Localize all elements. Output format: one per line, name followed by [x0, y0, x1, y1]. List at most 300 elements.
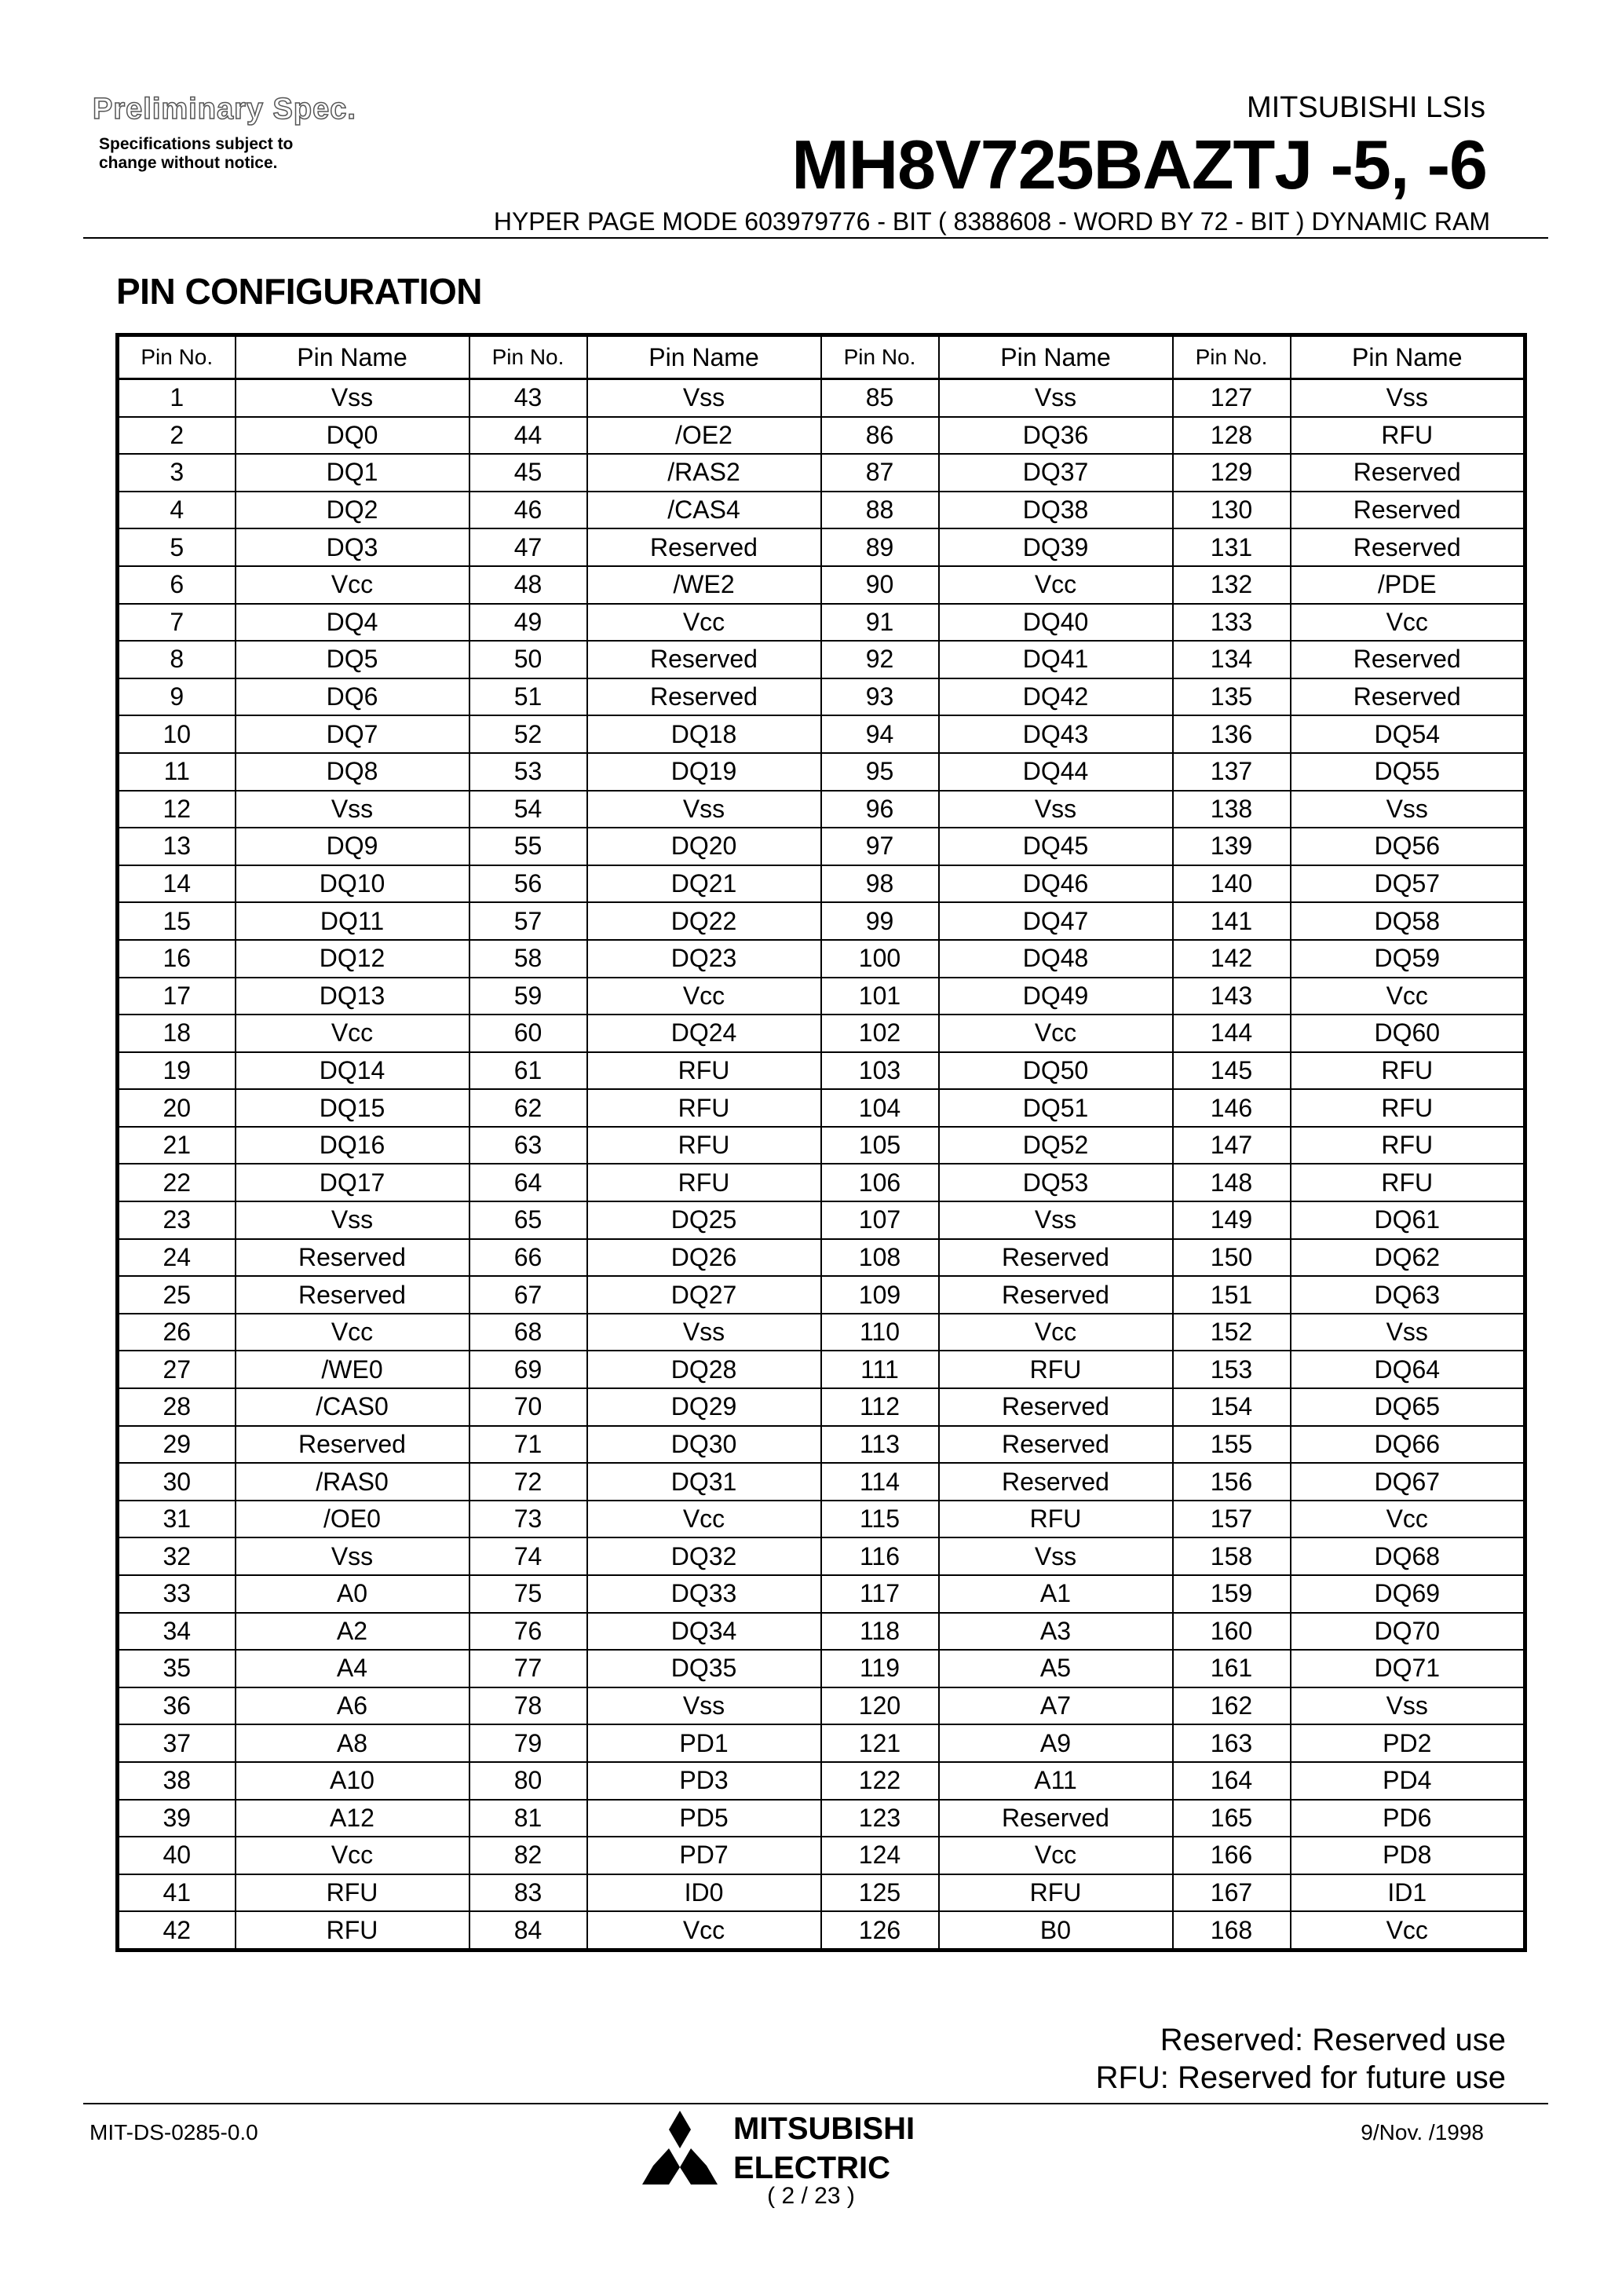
pin-name-cell: DQ6 [236, 678, 469, 716]
table-row [118, 1052, 1525, 1090]
pin-name-cell: DQ48 [939, 940, 1173, 978]
pin-number-cell: 11 [118, 753, 236, 791]
pin-number-cell: 12 [118, 791, 236, 828]
pin-number-cell: 58 [469, 940, 587, 978]
pin-name-cell: DQ71 [1291, 1650, 1525, 1687]
pin-number-cell: 22 [118, 1164, 236, 1201]
pin-name-cell: DQ11 [236, 902, 469, 940]
pin-number-cell: 166 [1173, 1837, 1291, 1874]
column-header-pin-name: Pin Name [236, 335, 469, 379]
table-row [118, 1800, 1525, 1837]
table-row [118, 492, 1525, 529]
pin-number-cell: 75 [469, 1575, 587, 1613]
pin-number-cell: 25 [118, 1276, 236, 1314]
document-id: MIT-DS-0285-0.0 [90, 2120, 258, 2144]
pin-name-cell: DQ53 [939, 1164, 1173, 1201]
pin-name-cell: /OE2 [587, 417, 821, 455]
page-number: ( 2 / 23 ) [767, 2183, 855, 2209]
pin-number-cell: 31 [118, 1501, 236, 1538]
pin-name-cell: RFU [939, 1351, 1173, 1388]
pin-number-cell: 165 [1173, 1800, 1291, 1837]
pin-number-cell: 143 [1173, 978, 1291, 1015]
pin-name-cell: RFU [1291, 1052, 1525, 1090]
pin-number-cell: 153 [1173, 1351, 1291, 1388]
pin-name-cell: PD6 [1291, 1800, 1525, 1837]
pin-number-cell: 19 [118, 1052, 236, 1090]
pin-number-cell: 20 [118, 1089, 236, 1127]
pin-number-cell: 131 [1173, 528, 1291, 566]
pin-name-cell: A5 [939, 1650, 1173, 1687]
pin-number-cell: 115 [821, 1501, 939, 1538]
pin-name-cell: DQ50 [939, 1052, 1173, 1090]
pin-number-cell: 23 [118, 1201, 236, 1239]
pin-name-cell: /CAS4 [587, 492, 821, 529]
pin-name-cell: DQ37 [939, 454, 1173, 492]
pin-name-cell: Vss [939, 379, 1173, 417]
pin-number-cell: 72 [469, 1463, 587, 1501]
pin-number-cell: 149 [1173, 1201, 1291, 1239]
logo-line-2: ELECTRIC [733, 2151, 890, 2185]
legend-reserved: Reserved: Reserved use [1160, 2023, 1506, 2057]
pin-number-cell: 35 [118, 1650, 236, 1687]
pin-name-cell: Vcc [587, 604, 821, 642]
pin-number-cell: 81 [469, 1800, 587, 1837]
table-row [118, 940, 1525, 978]
pin-number-cell: 139 [1173, 828, 1291, 865]
table-row [118, 1164, 1525, 1201]
pin-number-cell: 17 [118, 978, 236, 1015]
pin-number-cell: 124 [821, 1837, 939, 1874]
pin-number-cell: 88 [821, 492, 939, 529]
pin-name-cell: DQ59 [1291, 940, 1525, 978]
pin-number-cell: 39 [118, 1800, 236, 1837]
pin-name-cell: DQ60 [1291, 1015, 1525, 1052]
pin-name-cell: A3 [939, 1613, 1173, 1651]
pin-number-cell: 127 [1173, 379, 1291, 417]
pin-number-cell: 26 [118, 1314, 236, 1351]
pin-name-cell: PD3 [587, 1762, 821, 1800]
pin-name-cell: Vcc [939, 1015, 1173, 1052]
pin-name-cell: DQ21 [587, 865, 821, 903]
pin-name-cell: Reserved [587, 678, 821, 716]
table-row [118, 1911, 1525, 1950]
pin-number-cell: 37 [118, 1724, 236, 1762]
pin-number-cell: 18 [118, 1015, 236, 1052]
table-row [118, 1314, 1525, 1351]
pin-name-cell: DQ8 [236, 753, 469, 791]
footer-divider [83, 2103, 1548, 2104]
pin-number-cell: 42 [118, 1911, 236, 1950]
pin-number-cell: 40 [118, 1837, 236, 1874]
table-row [118, 1426, 1525, 1464]
pin-name-cell: Vss [939, 1201, 1173, 1239]
pin-number-cell: 164 [1173, 1762, 1291, 1800]
pin-name-cell: Vss [236, 791, 469, 828]
pin-number-cell: 63 [469, 1127, 587, 1164]
pin-name-cell: DQ43 [939, 715, 1173, 753]
table-row [118, 1089, 1525, 1127]
table-row [118, 1762, 1525, 1800]
pin-number-cell: 96 [821, 791, 939, 828]
pin-number-cell: 145 [1173, 1052, 1291, 1090]
pin-name-cell: DQ23 [587, 940, 821, 978]
pin-number-cell: 100 [821, 940, 939, 978]
pin-name-cell: DQ62 [1291, 1239, 1525, 1277]
pin-number-cell: 93 [821, 678, 939, 716]
pin-number-cell: 114 [821, 1463, 939, 1501]
pin-name-cell: Vss [587, 1687, 821, 1725]
pin-number-cell: 64 [469, 1164, 587, 1201]
pin-number-cell: 68 [469, 1314, 587, 1351]
pin-name-cell: Vcc [236, 1837, 469, 1874]
pin-number-cell: 119 [821, 1650, 939, 1687]
pin-name-cell: DQ10 [236, 865, 469, 903]
pin-number-cell: 71 [469, 1426, 587, 1464]
pin-number-cell: 47 [469, 528, 587, 566]
pin-number-cell: 49 [469, 604, 587, 642]
table-row [118, 1388, 1525, 1426]
pin-number-cell: 13 [118, 828, 236, 865]
pin-name-cell: DQ24 [587, 1015, 821, 1052]
table-header-row [118, 335, 1525, 379]
table-row [118, 454, 1525, 492]
pin-number-cell: 50 [469, 641, 587, 678]
pin-name-cell: Vcc [587, 1911, 821, 1950]
pin-number-cell: 133 [1173, 604, 1291, 642]
table-row [118, 1650, 1525, 1687]
pin-name-cell: DQ55 [1291, 753, 1525, 791]
pin-name-cell: /WE0 [236, 1351, 469, 1388]
table-row [118, 1537, 1525, 1575]
pin-number-cell: 16 [118, 940, 236, 978]
pin-number-cell: 10 [118, 715, 236, 753]
model-title: MH8V725BAZTJ -5, -6 [791, 126, 1487, 203]
pin-name-cell: Reserved [1291, 641, 1525, 678]
pin-table-body [118, 379, 1525, 1951]
pin-number-cell: 146 [1173, 1089, 1291, 1127]
pin-number-cell: 118 [821, 1613, 939, 1651]
pin-configuration-table [115, 333, 1527, 1952]
pin-name-cell: DQ51 [939, 1089, 1173, 1127]
pin-number-cell: 123 [821, 1800, 939, 1837]
pin-number-cell: 136 [1173, 715, 1291, 753]
pin-name-cell: Reserved [236, 1426, 469, 1464]
pin-number-cell: 137 [1173, 753, 1291, 791]
pin-number-cell: 89 [821, 528, 939, 566]
pin-number-cell: 46 [469, 492, 587, 529]
pin-name-cell: RFU [587, 1089, 821, 1127]
pin-name-cell: Reserved [587, 641, 821, 678]
pin-name-cell: DQ5 [236, 641, 469, 678]
pin-number-cell: 28 [118, 1388, 236, 1426]
pin-number-cell: 98 [821, 865, 939, 903]
table-row [118, 1575, 1525, 1613]
pin-name-cell: DQ46 [939, 865, 1173, 903]
pin-number-cell: 61 [469, 1052, 587, 1090]
pin-number-cell: 116 [821, 1537, 939, 1575]
pin-number-cell: 79 [469, 1724, 587, 1762]
pin-name-cell: DQ19 [587, 753, 821, 791]
pin-number-cell: 134 [1173, 641, 1291, 678]
table-row [118, 566, 1525, 604]
pin-name-cell: PD5 [587, 1800, 821, 1837]
pin-name-cell: DQ39 [939, 528, 1173, 566]
pin-name-cell: Vcc [939, 566, 1173, 604]
pin-number-cell: 120 [821, 1687, 939, 1725]
pin-number-cell: 158 [1173, 1537, 1291, 1575]
three-diamonds-logo-icon [642, 2111, 718, 2184]
pin-number-cell: 105 [821, 1127, 939, 1164]
pin-number-cell: 168 [1173, 1911, 1291, 1950]
pin-number-cell: 117 [821, 1575, 939, 1613]
pin-name-cell: RFU [587, 1127, 821, 1164]
table-row [118, 641, 1525, 678]
pin-name-cell: A0 [236, 1575, 469, 1613]
brand-label: MITSUBISHI LSIs [1246, 91, 1485, 124]
pin-number-cell: 132 [1173, 566, 1291, 604]
pin-number-cell: 102 [821, 1015, 939, 1052]
pin-name-cell: DQ45 [939, 828, 1173, 865]
pin-name-cell: DQ41 [939, 641, 1173, 678]
pin-name-cell: Vss [1291, 791, 1525, 828]
pin-number-cell: 15 [118, 902, 236, 940]
pin-number-cell: 107 [821, 1201, 939, 1239]
pin-number-cell: 48 [469, 566, 587, 604]
pin-number-cell: 142 [1173, 940, 1291, 978]
pin-name-cell: DQ3 [236, 528, 469, 566]
pin-number-cell: 155 [1173, 1426, 1291, 1464]
pin-name-cell: DQ65 [1291, 1388, 1525, 1426]
pin-name-cell: Reserved [939, 1800, 1173, 1837]
pin-number-cell: 104 [821, 1089, 939, 1127]
pin-name-cell: ID0 [587, 1874, 821, 1912]
pin-number-cell: 29 [118, 1426, 236, 1464]
product-subtitle: HYPER PAGE MODE 603979776 - BIT ( 8388608 - WORD BY 72 - BIT ) DYNAMIC RAM [493, 207, 1490, 236]
pin-number-cell: 110 [821, 1314, 939, 1351]
pin-name-cell: RFU [236, 1911, 469, 1950]
pin-name-cell: PD2 [1291, 1724, 1525, 1762]
pin-number-cell: 54 [469, 791, 587, 828]
table-row [118, 753, 1525, 791]
spec-notice [99, 135, 293, 173]
pin-name-cell: DQ27 [587, 1276, 821, 1314]
table-row [118, 791, 1525, 828]
pin-name-cell: DQ67 [1291, 1463, 1525, 1501]
pin-number-cell: 9 [118, 678, 236, 716]
pin-number-cell: 90 [821, 566, 939, 604]
pin-number-cell: 6 [118, 566, 236, 604]
pin-name-cell: Reserved [1291, 492, 1525, 529]
pin-number-cell: 92 [821, 641, 939, 678]
pin-name-cell: Reserved [939, 1426, 1173, 1464]
pin-name-cell: DQ30 [587, 1426, 821, 1464]
pin-name-cell: /WE2 [587, 566, 821, 604]
pin-name-cell: DQ0 [236, 417, 469, 455]
pin-number-cell: 140 [1173, 865, 1291, 903]
pin-name-cell: DQ25 [587, 1201, 821, 1239]
pin-name-cell: Vcc [236, 1015, 469, 1052]
table-row [118, 1201, 1525, 1239]
pin-number-cell: 95 [821, 753, 939, 791]
column-header-pin-name: Pin Name [939, 335, 1173, 379]
pin-name-cell: DQ61 [1291, 1201, 1525, 1239]
pin-name-cell: Vcc [236, 1314, 469, 1351]
table-row [118, 1463, 1525, 1501]
pin-number-cell: 94 [821, 715, 939, 753]
company-logo-text [733, 2109, 915, 2188]
column-header-pin-no: Pin No. [1173, 335, 1291, 379]
pin-name-cell: DQ9 [236, 828, 469, 865]
pin-name-cell: DQ20 [587, 828, 821, 865]
pin-name-cell: /RAS0 [236, 1463, 469, 1501]
pin-name-cell: A12 [236, 1800, 469, 1837]
table-row [118, 1501, 1525, 1538]
pin-name-cell: Reserved [236, 1239, 469, 1277]
pin-number-cell: 43 [469, 379, 587, 417]
table-row [118, 1874, 1525, 1912]
pin-name-cell: DQ69 [1291, 1575, 1525, 1613]
column-header-pin-no: Pin No. [469, 335, 587, 379]
pin-number-cell: 36 [118, 1687, 236, 1725]
pin-name-cell: A8 [236, 1724, 469, 1762]
pin-name-cell: Reserved [939, 1463, 1173, 1501]
table-row [118, 1239, 1525, 1277]
pin-number-cell: 85 [821, 379, 939, 417]
pin-name-cell: Vcc [236, 566, 469, 604]
pin-name-cell: A6 [236, 1687, 469, 1725]
pin-number-cell: 73 [469, 1501, 587, 1538]
pin-name-cell: Vss [236, 379, 469, 417]
pin-name-cell: Reserved [1291, 528, 1525, 566]
table-row [118, 715, 1525, 753]
pin-name-cell: DQ47 [939, 902, 1173, 940]
pin-number-cell: 144 [1173, 1015, 1291, 1052]
pin-number-cell: 65 [469, 1201, 587, 1239]
pin-number-cell: 150 [1173, 1239, 1291, 1277]
pin-number-cell: 27 [118, 1351, 236, 1388]
pin-number-cell: 21 [118, 1127, 236, 1164]
pin-number-cell: 14 [118, 865, 236, 903]
pin-number-cell: 84 [469, 1911, 587, 1950]
pin-name-cell: Reserved [236, 1276, 469, 1314]
column-header-pin-name: Pin Name [1291, 335, 1525, 379]
pin-name-cell: A4 [236, 1650, 469, 1687]
pin-number-cell: 160 [1173, 1613, 1291, 1651]
pin-number-cell: 82 [469, 1837, 587, 1874]
pin-name-cell: DQ66 [1291, 1426, 1525, 1464]
pin-name-cell: /RAS2 [587, 454, 821, 492]
table-row [118, 1276, 1525, 1314]
pin-number-cell: 135 [1173, 678, 1291, 716]
pin-number-cell: 147 [1173, 1127, 1291, 1164]
document-date: 9/Nov. /1998 [1361, 2120, 1484, 2144]
pin-name-cell: Vss [587, 1314, 821, 1351]
pin-name-cell: RFU [939, 1501, 1173, 1538]
pin-name-cell: DQ1 [236, 454, 469, 492]
pin-number-cell: 55 [469, 828, 587, 865]
table-row [118, 1613, 1525, 1651]
pin-number-cell: 113 [821, 1426, 939, 1464]
table-row [118, 528, 1525, 566]
pin-number-cell: 151 [1173, 1276, 1291, 1314]
pin-name-cell: B0 [939, 1911, 1173, 1950]
pin-name-cell: /OE0 [236, 1501, 469, 1538]
pin-number-cell: 99 [821, 902, 939, 940]
pin-name-cell: RFU [1291, 1164, 1525, 1201]
pin-name-cell: Reserved [939, 1276, 1173, 1314]
pin-number-cell: 111 [821, 1351, 939, 1388]
pin-name-cell: RFU [236, 1874, 469, 1912]
table-row [118, 978, 1525, 1015]
table-row [118, 828, 1525, 865]
pin-name-cell: DQ44 [939, 753, 1173, 791]
pin-name-cell: DQ52 [939, 1127, 1173, 1164]
pin-name-cell: /PDE [1291, 566, 1525, 604]
pin-name-cell: DQ38 [939, 492, 1173, 529]
pin-number-cell: 108 [821, 1239, 939, 1277]
pin-name-cell: DQ32 [587, 1537, 821, 1575]
pin-name-cell: RFU [587, 1164, 821, 1201]
pin-name-cell: DQ4 [236, 604, 469, 642]
pin-number-cell: 122 [821, 1762, 939, 1800]
pin-number-cell: 130 [1173, 492, 1291, 529]
pin-number-cell: 3 [118, 454, 236, 492]
table-row [118, 379, 1525, 417]
pin-number-cell: 59 [469, 978, 587, 1015]
table-row [118, 1724, 1525, 1762]
pin-name-cell: A2 [236, 1613, 469, 1651]
pin-number-cell: 83 [469, 1874, 587, 1912]
pin-number-cell: 129 [1173, 454, 1291, 492]
table-row [118, 902, 1525, 940]
pin-number-cell: 41 [118, 1874, 236, 1912]
pin-name-cell: A1 [939, 1575, 1173, 1613]
pin-name-cell: RFU [1291, 1089, 1525, 1127]
pin-name-cell: DQ7 [236, 715, 469, 753]
pin-name-cell: DQ36 [939, 417, 1173, 455]
pin-name-cell: DQ31 [587, 1463, 821, 1501]
pin-number-cell: 138 [1173, 791, 1291, 828]
pin-name-cell: PD8 [1291, 1837, 1525, 1874]
pin-number-cell: 97 [821, 828, 939, 865]
table-row [118, 1127, 1525, 1164]
pin-name-cell: DQ13 [236, 978, 469, 1015]
pin-name-cell: RFU [1291, 417, 1525, 455]
pin-name-cell: Reserved [587, 528, 821, 566]
pin-name-cell: Vss [236, 1201, 469, 1239]
pin-name-cell: DQ15 [236, 1089, 469, 1127]
pin-number-cell: 87 [821, 454, 939, 492]
pin-number-cell: 152 [1173, 1314, 1291, 1351]
column-header-pin-name: Pin Name [587, 335, 821, 379]
pin-name-cell: DQ17 [236, 1164, 469, 1201]
pin-name-cell: PD4 [1291, 1762, 1525, 1800]
pin-number-cell: 66 [469, 1239, 587, 1277]
pin-number-cell: 112 [821, 1388, 939, 1426]
pin-number-cell: 163 [1173, 1724, 1291, 1762]
pin-name-cell: RFU [939, 1874, 1173, 1912]
pin-number-cell: 162 [1173, 1687, 1291, 1725]
pin-number-cell: 38 [118, 1762, 236, 1800]
pin-name-cell: DQ40 [939, 604, 1173, 642]
pin-name-cell: DQ54 [1291, 715, 1525, 753]
pin-number-cell: 121 [821, 1724, 939, 1762]
pin-name-cell: DQ12 [236, 940, 469, 978]
logo-line-1: MITSUBISHI [733, 2111, 915, 2146]
pin-name-cell: PD1 [587, 1724, 821, 1762]
pin-number-cell: 103 [821, 1052, 939, 1090]
legend-rfu: RFU: Reserved for future use [1095, 2060, 1506, 2095]
